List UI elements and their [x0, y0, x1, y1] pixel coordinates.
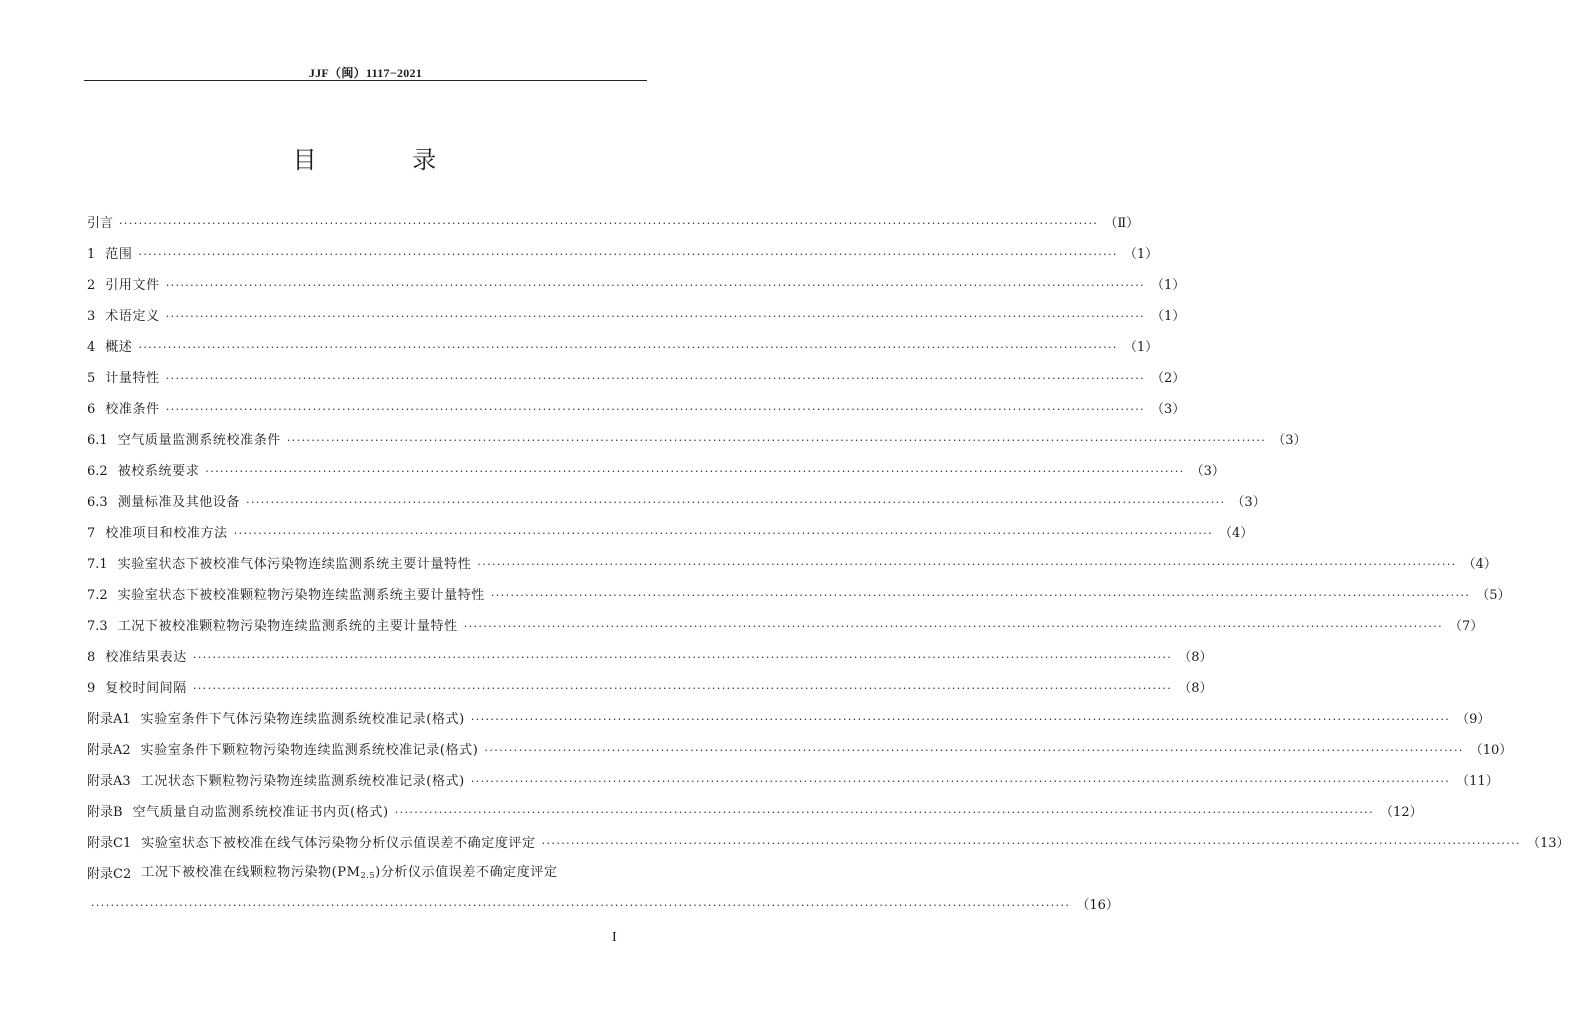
toc-entry-number: 附录C1: [87, 835, 132, 851]
toc-entry-number: 附录A3: [87, 773, 131, 789]
toc-leader-dots: ········································································································································································································: [470, 712, 1451, 726]
toc-entry-number: 7.2: [87, 587, 108, 603]
toc-page-number: （1）: [1123, 246, 1159, 262]
toc-leader-dots: ········································································································································································································: [541, 836, 1521, 850]
toc-label-text: )分析仪示值误差不确定度评定: [375, 865, 558, 880]
running-header: JJF（闽）1117−2021: [308, 66, 423, 80]
toc-entry-label: 实验室状态下被校准在线气体污染物分析仪示值误差不确定度评定: [141, 835, 536, 851]
toc-entry-number: 7.3: [87, 618, 108, 634]
toc-entry-label: 计量特性: [105, 370, 160, 386]
toc-page-number: （10）: [1469, 742, 1513, 758]
toc-page-number: （5）: [1476, 587, 1511, 603]
toc-entry-label: 校准项目和校准方法: [105, 525, 228, 541]
toc-page-number: （1）: [1151, 277, 1186, 293]
toc-leader-dots: ········································································································································································································: [286, 433, 1267, 447]
toc-page-number: （8）: [1178, 680, 1213, 696]
toc-leader-dots: ········································································································································································································: [192, 681, 1173, 695]
toc-entry-4[interactable]: [87, 332, 1159, 363]
toc-entry-appendix-b[interactable]: [87, 797, 1423, 828]
toc-page-number: （9）: [1456, 711, 1491, 727]
toc-entry-6[interactable]: [87, 394, 1186, 425]
toc-entry-label: 测量标准及其他设备: [117, 494, 241, 510]
toc-entry-label: 空气质量监测系统校准条件: [117, 432, 281, 448]
toc-entry-number: 附录A2: [87, 742, 131, 758]
page-title: 目 录: [292, 146, 481, 174]
toc-page-number: （3）: [1190, 463, 1225, 479]
toc-entry-3[interactable]: [87, 301, 1186, 332]
toc-page-number: （2）: [1151, 370, 1186, 386]
toc-entry-number: 8: [87, 649, 96, 665]
toc-entry-7-3[interactable]: [87, 611, 1484, 642]
toc-entry-label: 引用文件: [105, 277, 160, 293]
toc-page-number: （4）: [1462, 556, 1497, 572]
toc-leader-dots: ········································································································································································································: [394, 805, 1375, 819]
toc-leader-dots: ········································································································································································································: [119, 216, 1099, 230]
toc-page-number: （1）: [1151, 308, 1186, 324]
toc-entry-label: [141, 864, 557, 885]
toc-page-number: （1）: [1123, 339, 1159, 355]
toc-entry-number: 6.2: [87, 463, 108, 479]
toc-entry-label: 工况下被校准颗粒物污染物连续监测系统的主要计量特性: [117, 618, 458, 634]
toc-entry-6-2[interactable]: [87, 456, 1225, 487]
toc-entry-number: 5: [87, 370, 96, 386]
toc-entry-label: 范围: [105, 246, 133, 262]
toc-leader-dots: ········································································································································································································: [490, 588, 1471, 602]
toc-page-number: （4）: [1219, 525, 1254, 541]
toc-entry-6-1[interactable]: [87, 425, 1307, 456]
toc-page-number: （13）: [1526, 835, 1570, 851]
toc-entry-label: 实验室条件下颗粒物污染物连续监测系统校准记录(格式): [140, 742, 479, 758]
toc-entry-label: 空气质量自动监测系统校准证书内页(格式): [132, 804, 389, 820]
toc-leader-dots: ········································································································································································································: [138, 340, 1118, 354]
toc-entry-number: 7.1: [87, 556, 108, 572]
toc-leader-dots: ········································································································································································································: [138, 247, 1118, 261]
toc-entry-label: 被校系统要求: [117, 463, 200, 479]
toc-entry-8[interactable]: [87, 642, 1213, 673]
toc-leader-dots: ········································································································································································································: [477, 557, 1457, 571]
header-rule: [84, 80, 647, 81]
page-folio: I: [612, 930, 617, 945]
pm-subscript: 2.5: [360, 871, 376, 880]
toc-leader-dots: ········································································································································································································: [165, 309, 1146, 323]
toc-page-number: （11）: [1456, 773, 1499, 789]
toc-entry-9[interactable]: [87, 673, 1213, 704]
toc-entry-number: 2: [87, 277, 96, 293]
toc-entry-number: 6: [87, 401, 96, 417]
toc-entry-number: 9: [87, 680, 96, 696]
toc-page-number: （3）: [1151, 401, 1186, 417]
toc-entry-number: 6.1: [87, 432, 108, 448]
toc-entry-label: 实验室状态下被校准颗粒物污染物连续监测系统主要计量特性: [117, 587, 485, 603]
toc-entry-appendix-a2[interactable]: [87, 735, 1513, 766]
toc-leader-dots: ········································································································································································································: [91, 898, 1071, 912]
toc-entry-label: 实验室条件下气体污染物连续监测系统校准记录(格式): [140, 711, 465, 727]
toc-page-number: （7）: [1449, 618, 1484, 634]
toc-page-number: （3）: [1231, 494, 1266, 510]
toc-page-number: （Ⅱ）: [1104, 215, 1140, 231]
toc-entry-7-2[interactable]: [87, 580, 1511, 611]
toc-entry-appendix-a1[interactable]: [87, 704, 1491, 735]
toc-leader-dots: ········································································································································································································: [484, 743, 1464, 757]
toc-label-text: 工况下被校准在线颗粒物污染物(PM: [141, 865, 361, 880]
toc-entry-appendix-a3[interactable]: [87, 766, 1499, 797]
toc-page-number: （16）: [1076, 897, 1119, 913]
toc-leader-dots: ········································································································································································································: [463, 619, 1444, 633]
toc-entry-number: 3: [87, 308, 96, 324]
toc-entry-appendix-c2-continued[interactable]: [87, 890, 1119, 921]
toc-entry-appendix-c1[interactable]: [87, 828, 1570, 859]
toc-entry-number: 附录C2: [87, 866, 132, 882]
toc-leader-dots: ········································································································································································································: [470, 774, 1451, 788]
toc-leader-dots: ········································································································································································································: [192, 650, 1173, 664]
toc-entry-number: 附录B: [87, 804, 123, 820]
toc-entry-label: 概述: [105, 339, 133, 355]
toc-entry-label: 工况状态下颗粒物污染物连续监测系统校准记录(格式): [140, 773, 465, 789]
toc-entry-appendix-c2[interactable]: [87, 859, 642, 890]
toc-page-number: （3）: [1272, 432, 1307, 448]
toc-entry-6-3[interactable]: [87, 487, 1266, 518]
toc-entry-2[interactable]: [87, 270, 1186, 301]
toc-entry-number: 4: [87, 339, 96, 355]
table-of-contents: [87, 208, 1570, 921]
toc-leader-dots: ········································································································································································································: [205, 464, 1185, 478]
toc-entry-number: 6.3: [87, 494, 108, 510]
toc-leader-dots: ········································································································································································································: [165, 371, 1146, 385]
toc-page-number: （12）: [1380, 804, 1423, 820]
toc-entry-label: 术语定义: [105, 308, 160, 324]
toc-entry-1[interactable]: [87, 239, 1159, 270]
toc-page-number: （8）: [1178, 649, 1213, 665]
toc-entry-number: 附录A1: [87, 711, 131, 727]
toc-leader-dots: ········································································································································································································: [165, 278, 1146, 292]
toc-entry-7-1[interactable]: [87, 549, 1497, 580]
toc-entry-label: 校准条件: [105, 401, 160, 417]
toc-entry-label: 校准结果表达: [105, 649, 187, 665]
toc-entry-5[interactable]: [87, 363, 1186, 394]
toc-leader-dots: ········································································································································································································: [233, 526, 1214, 540]
toc-entry-intro[interactable]: [87, 208, 1140, 239]
toc-entry-number: 1: [87, 246, 96, 262]
toc-leader-dots: ········································································································································································································: [246, 495, 1226, 509]
toc-entry-number: 7: [87, 525, 96, 541]
toc-entry-label: 实验室状态下被校准气体污染物连续监测系统主要计量特性: [117, 556, 472, 572]
toc-leader-dots: ········································································································································································································: [165, 402, 1146, 416]
toc-entry-label: 复校时间间隔: [105, 680, 187, 696]
toc-entry-number: 引言: [87, 215, 114, 231]
toc-entry-7[interactable]: [87, 518, 1254, 549]
